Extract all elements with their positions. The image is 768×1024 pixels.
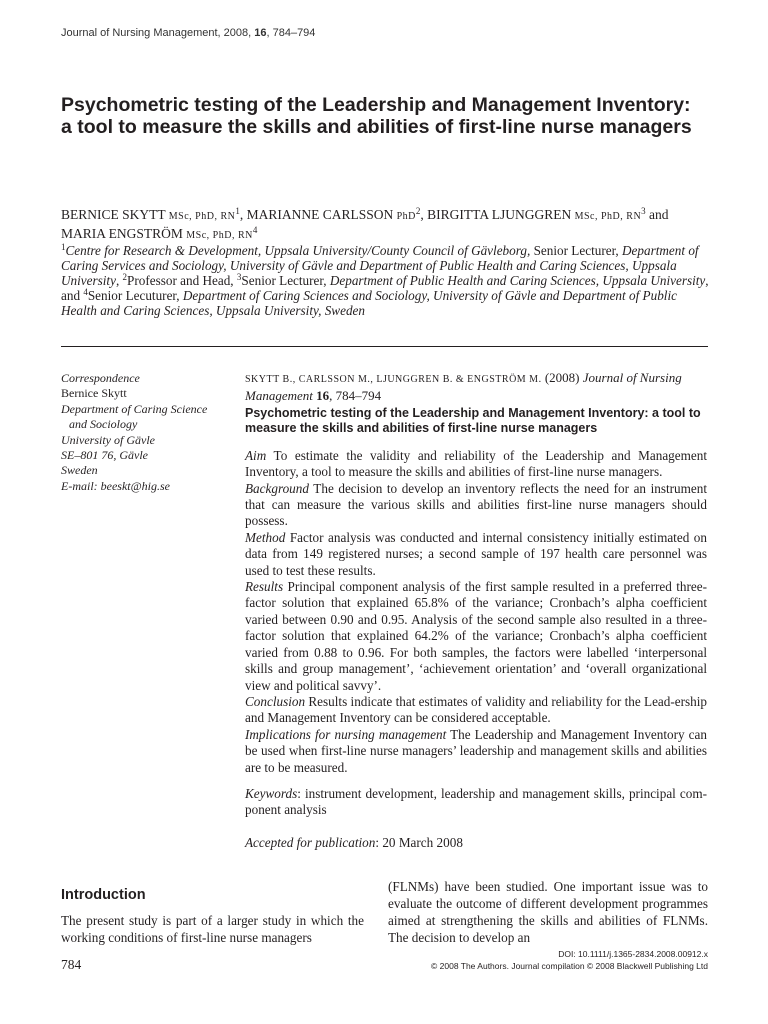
introduction-heading: Introduction bbox=[61, 887, 146, 903]
author-degrees: MSc, PhD, RN bbox=[574, 211, 642, 222]
abstract-conclusion: Conclusion Results indicate that estimates of validity and reliability for the Lead-ership and Management Inventory can be considered acceptable. bbox=[245, 693, 707, 726]
author-name: MARIANNE CARLSSON bbox=[246, 207, 394, 222]
abstract-method: Method Factor analysis was conducted and internal consistency initially estimated on data from 149 registered nurses; a second sample of 197 health care personnel was used to test these results. bbox=[245, 529, 707, 578]
author-name: MARIA ENGSTRÖM bbox=[61, 226, 183, 241]
abstract-background: Background The decision to develop an inventory reflects the need for an instrument that can measure the various skills and abilities first-line nurse managers should possess. bbox=[245, 480, 707, 529]
author-affiliation-number: 3 bbox=[641, 206, 646, 216]
accepted-date: Accepted for publication: 20 March 2008 bbox=[245, 834, 463, 850]
correspondence-country: Sweden bbox=[61, 463, 98, 478]
correspondence-name: Bernice Skytt bbox=[61, 386, 127, 401]
introduction-left-column: The present study is part of a larger study in which the working conditions of first-line nurse managers bbox=[61, 913, 364, 945]
introduction-right-column: (FLNMs) have been studied. One important issue was to evaluate the outcome of different development programmes aimed at strengthening the skills and abilities of FLNMs. The decision to develop an bbox=[388, 879, 708, 945]
correspondence-label: Correspondence bbox=[61, 371, 140, 385]
author-affiliation-number: 2 bbox=[415, 206, 421, 216]
abstract-title: Psychometric testing of the Leadership and Management Inventory: a tool to measure the skills and abilities of first-line nurse managers bbox=[245, 405, 701, 435]
author-affiliation-number: 4 bbox=[252, 225, 258, 235]
citation: SKYTT B., CARLSSON M., LJUNGGREN B. & ENGSTRÖM M. (2008) Journal of Nursing Management 16, 784–794 bbox=[245, 370, 682, 404]
correspondence-university: University of Gävle bbox=[61, 432, 155, 447]
abstract bbox=[245, 370, 707, 851]
copyright: © 2008 The Authors. Journal compilation © 2008 Blackwell Publishing Ltd bbox=[431, 961, 708, 971]
doi[interactable]: DOI: 10.1111/j.1365-2834.2008.00912.x bbox=[558, 949, 708, 959]
journal-volume: 16 bbox=[254, 27, 267, 39]
author-degrees: PhD bbox=[396, 211, 416, 222]
abstract-implications: Implications for nursing management The Leadership and Management Inventory can be used when first-line nurse managers’ leadership and management skills and abilities are to be measured. bbox=[245, 726, 707, 775]
correspondence-dept: Department of Caring Science bbox=[61, 401, 208, 416]
affiliations: $^1$Centre for Research & Development, Uppsala University/County Council of Gävleborg, Senior Lecturer, Department of Caring Services and Sociology, University of Gävle and Department of Public Health and Caring Sciences, Uppsala University, $^2$Professor and Head, $^3$Senior Lecturer, Department of Public Health and Caring Sciences, Uppsala University, and $^4$Senior Lecuturer, Department of Caring Sciences and Sociology, University of Gävle and Department of Public Health and Caring Sciences, Uppsala University, Sweden bbox=[61, 242, 709, 318]
author-degrees: MSc, PhD, RN bbox=[168, 211, 236, 222]
correspondence-block bbox=[61, 371, 231, 494]
citation-authors: SKYTT B., CARLSSON M., LJUNGGREN B. & ENGSTRÖM M. bbox=[245, 374, 542, 385]
journal-pages: , 784–794 bbox=[266, 27, 316, 39]
abstract-keywords: Keywords: instrument development, leadership and management skills, principal com-ponent analysis bbox=[245, 785, 707, 818]
correspondence-dept-cont: and Sociology bbox=[69, 417, 138, 432]
abstract-aim: Aim To estimate the validity and reliability of the Leadership and Management Inventory, a tool to measure the skills and abilities of first-line nurse managers. bbox=[245, 447, 707, 480]
article-title: Psychometric testing of the Leadership and Management Inventory: a tool to measure the skills and abilities of first-line nurse managers bbox=[61, 94, 692, 138]
journal-name: Journal of Nursing Management, 2008, bbox=[61, 27, 255, 39]
author-affiliation-number: 1 bbox=[235, 206, 240, 216]
author-list: BERNICE SKYTT MSc, PhD, $RN^1$, MARIANNE CARLSSON PhD$^2$, BIRGITTA LJUNGGREN MSc, PhD, $RN^3$ and MARIA ENGSTRÖM MSc, PhD, $RN^4$ bbox=[61, 206, 669, 241]
correspondence-postal: SE–801 76, Gävle bbox=[61, 448, 148, 463]
author-name: BERNICE SKYTT bbox=[61, 207, 166, 222]
page-footer bbox=[431, 948, 708, 972]
author-name: BIRGITTA LJUNGGREN bbox=[427, 207, 572, 222]
abstract-results: Results Principal component analysis of the first sample resulted in a preferred three-factor solution that explained 65.8% of the variance; Cronbach’s alpha coefficient varied between 0.90 and 0.95. Analysis of the second sample also resulted in a three-factor solution that explained 64.2% of the variance; Cronbach’s alpha coefficient varied from 0.88 to 0.96. For both samples, the factors were labelled ‘interpersonal skills and group management’, ‘achievement orientation’ and ‘overall organizational view and political savvy’. bbox=[245, 579, 707, 693]
correspondence-email[interactable]: E-mail: beeskt@hig.se bbox=[61, 478, 171, 493]
journal-header bbox=[61, 27, 315, 39]
page-number: 784 bbox=[61, 957, 82, 972]
section-divider bbox=[61, 346, 708, 347]
author-degrees: MSc, PhD, RN bbox=[186, 230, 253, 241]
